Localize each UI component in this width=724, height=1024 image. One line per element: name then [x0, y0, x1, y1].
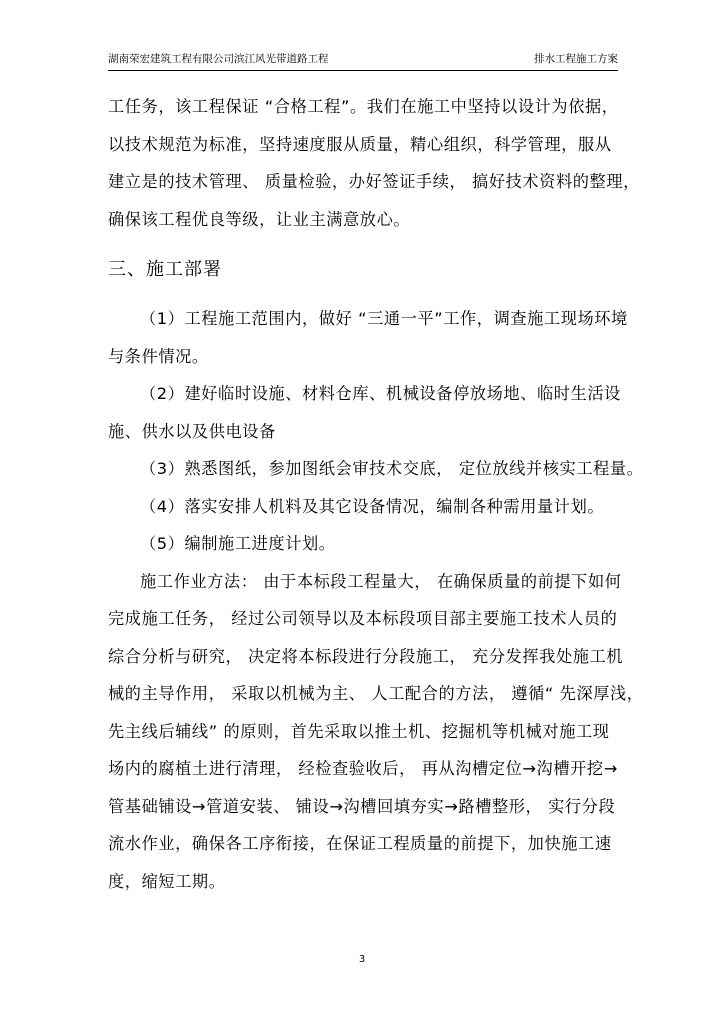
list-item-continuation: 施、供水以及供电设备	[108, 421, 276, 441]
page-header	[108, 52, 618, 66]
text-line: 度，缩短工期。	[108, 871, 226, 891]
text-line: 施工作业方法： 由于本标段工程量大， 在确保质量的前提下如何	[140, 571, 622, 591]
list-item-continuation: 与条件情况。	[108, 346, 209, 366]
document-body	[108, 88, 644, 900]
intro-paragraph	[108, 88, 640, 238]
text-line: 确保该工程优良等级，让业主满意放心。	[108, 209, 411, 229]
text-line: 建立是的技术管理、 质量检验，办好签证手续， 搞好技术资料的整理，	[108, 172, 640, 191]
text-line: 完成施工任务， 经过公司领导以及本标段项目部主要施工技术人员的	[108, 609, 618, 628]
text-line: 工任务，该工程保证 “合格工程”。我们在施工中坚持以设计为依据，	[108, 97, 619, 116]
text-line: 以技术规范为标准，坚持速度服从质量，精心组织，科学管理，服从	[108, 134, 612, 154]
text-line: 流水作业，确保各工序衔接，在保证工程质量的前提下，加快施工速	[108, 834, 612, 853]
list-item: （3）熟悉图纸，参加图纸会审技术交底， 定位放线并核实工程量。	[140, 459, 644, 478]
page-number: 3	[358, 954, 366, 965]
list-item: （4）落实安排人机料及其它设备情况，编制各种需用量计划。	[140, 496, 605, 516]
header-divider	[108, 70, 618, 71]
list-item: （1）工程施工范围内，做好 “三通一平”工作，调查施工现场环境	[140, 309, 628, 328]
text-line: 综合分析与研究， 决定将本标段进行分段施工， 充分发挥我处施工机	[108, 646, 624, 666]
method-paragraph	[108, 563, 644, 901]
text-line: 械的主导作用， 采取以机械为主、 人工配合的方法， 遵循“ 先深厚浅，	[108, 684, 644, 703]
text-line: 场内的腐植土进行清理， 经检查验收后， 再从沟槽定位→沟槽开挖→	[108, 759, 618, 778]
header-company-project: 湖南荣宏建筑工程有限公司滨江风光带道路工程	[108, 53, 329, 65]
text-line: 先主线后辅线” 的原则，首先采取以推土机、挖掘机等机械对施工现	[108, 721, 610, 741]
section-heading: 三、施工部署	[108, 259, 222, 280]
text-line: 管基础铺设→管道安装、 铺设→沟槽回填夯实→路槽整形， 实行分段	[108, 796, 616, 816]
deployment-items	[108, 300, 644, 563]
list-item: （5）编制施工进度计划。	[140, 534, 336, 553]
list-item: （2）建好临时设施、材料仓库、机械设备停放场地、临时生活设	[140, 384, 621, 403]
header-document-title: 排水工程施工方案	[534, 53, 618, 65]
